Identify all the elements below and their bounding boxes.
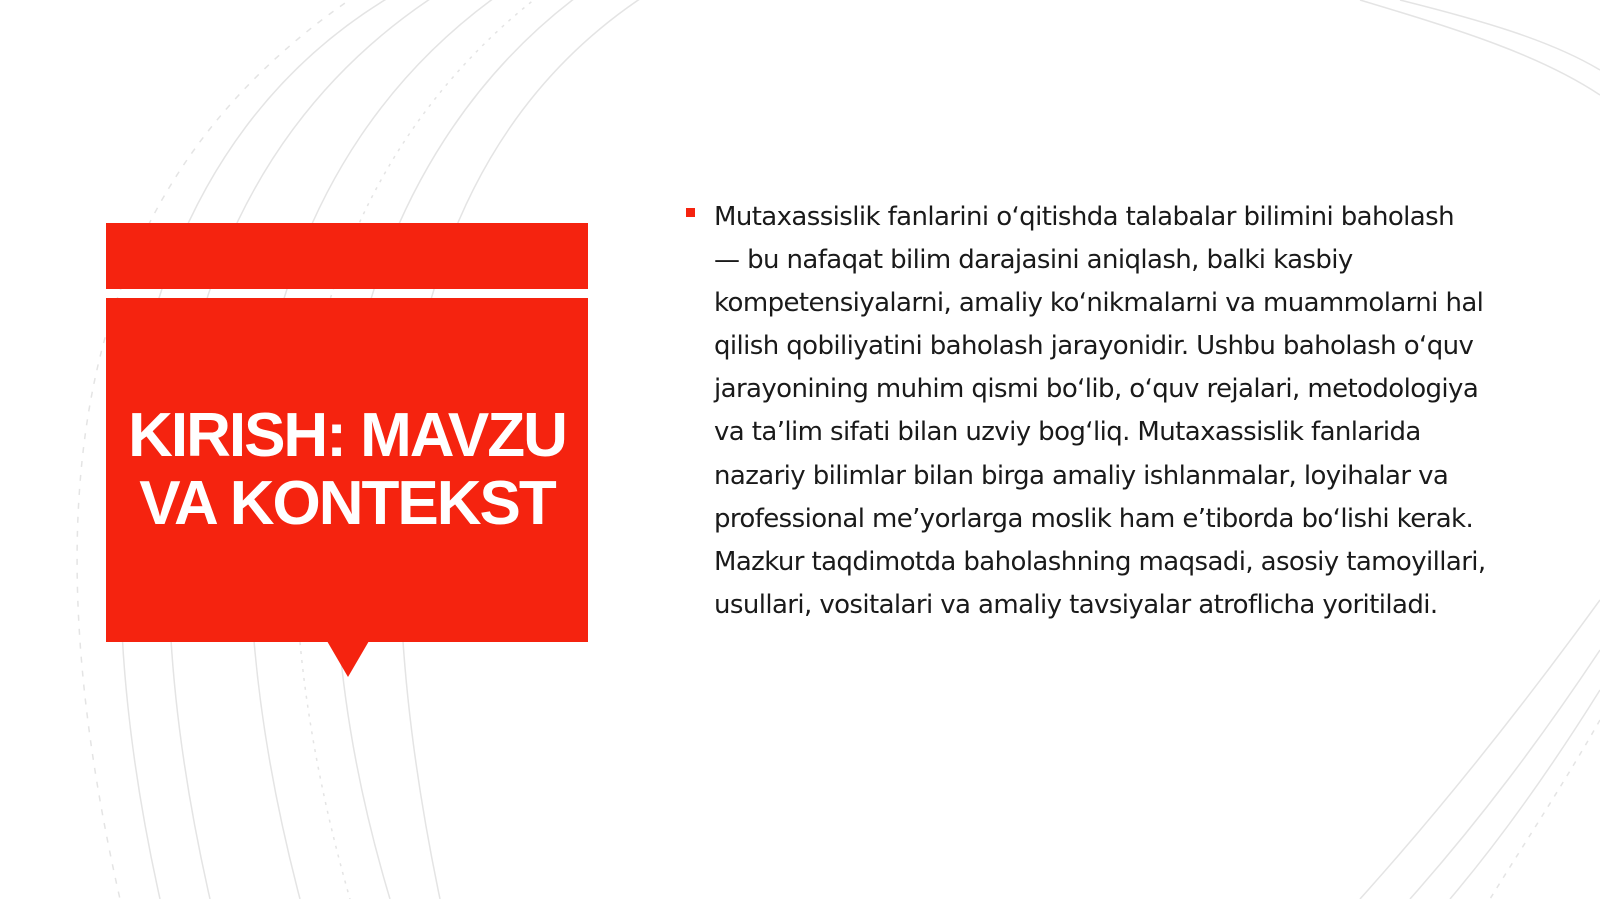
bullet-text: Mutaxassislik fanlarini oʻqitishda talabalar bilimini baholash — bu nafaqat bilim darajasini aniqlash, balki kasbiy kompetensiyalarni, amaliy koʻnikmalarni va muammolarni hal qilish qobiliyatini baholash jarayonidir. Ushbu baholash oʻquv jarayonining muhim qismi boʻlib, oʻquv rejalari, metodologiya va taʼlim sifati bilan uzviy bogʻliq. Mutaxassislik fanlarida nazariy bilimlar bilan birga amaliy ishlanmalar, loyihalar va professional meʼyorlarga moslik ham eʼtiborda boʻlishi kerak. Mazkur taqdimotda baholashning maqsadi, asosiy tamoyillari, usullari, vositalari va amaliy tavsiyalar atroflicha yoritiladi. [714, 202, 1486, 620]
title-accent-strip [106, 223, 588, 289]
callout-pointer [327, 641, 369, 677]
content-area [686, 196, 1486, 627]
slide-title: KIRISH: MAVZU VA KONTEKST [128, 401, 566, 538]
title-callout [106, 298, 588, 642]
square-bullet-icon [686, 208, 695, 217]
bullet-item [686, 196, 1486, 627]
